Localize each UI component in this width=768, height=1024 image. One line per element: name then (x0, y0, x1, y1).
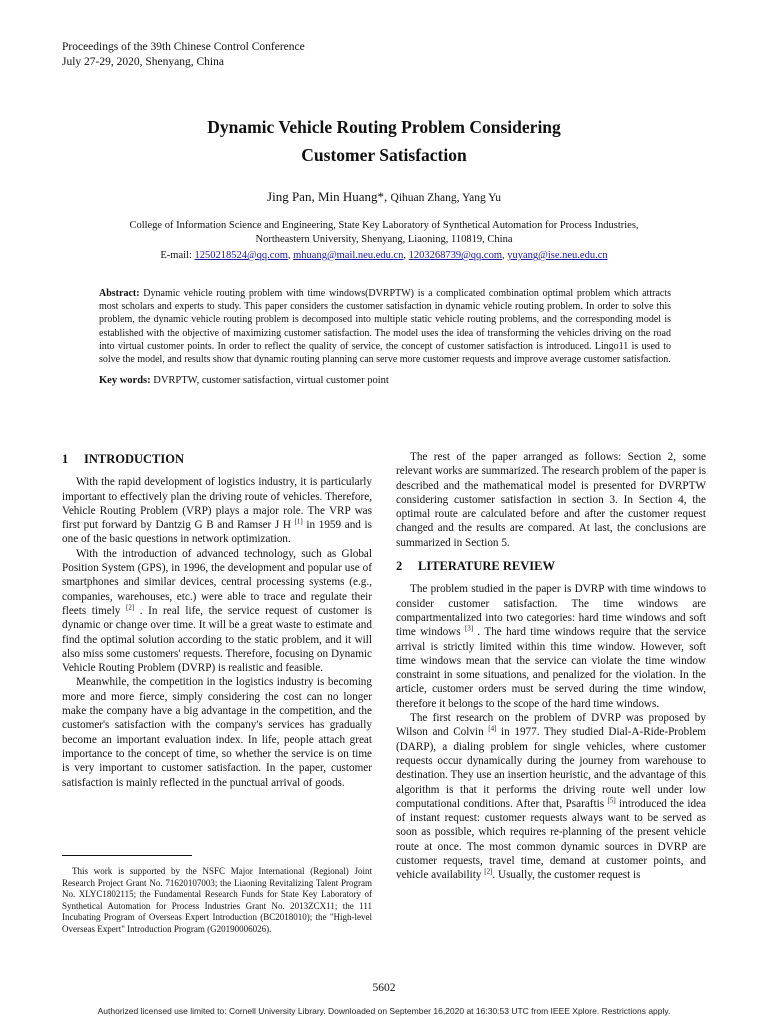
affiliation (80, 219, 688, 247)
section-title: INTRODUCTION (84, 452, 185, 466)
email-link-3[interactable]: 1203268739@qq.com (408, 250, 503, 261)
email-link-2[interactable]: mhuang@mail.neu.edu.cn (293, 250, 404, 261)
email-line: E-mail: 1250218524@qq.com, mhuang@mail.neu.edu.cn, 1203268739@qq.com, yuyang@ise.neu.edu.cn (160, 250, 608, 261)
paragraph-text: . Usually, the customer request is (492, 869, 641, 882)
keywords (99, 375, 671, 386)
authors-secondary: Qihuan Zhang, Yang Yu (390, 192, 501, 204)
conference-name: Proceedings of the 39th Chinese Control Conference (62, 41, 305, 53)
left-column (62, 450, 372, 790)
author-list (0, 189, 768, 205)
intro-paragraph-4: The rest of the paper arranged as follows: Section 2, some relevant works are summarized. The research problem of the paper is described and the mathematical model is presented for DVRPTW considering customer satisfaction in section 3. In Section 4, the optimal route are calculated before and after the customer request changed and the results are compared. At last, the conclusions are summarized in Section 5. (396, 451, 706, 549)
keywords-label: Key words: (99, 375, 151, 386)
section-title: LITERATURE REVIEW (418, 559, 555, 574)
intro-paragraph-3: Meanwhile, the competition in the logistics industry is becoming more and more fierce, simply considering the cost can no longer make the company have a big advantage in the competition, and the customer's satisfaction with the company's services has gradually become an important evaluation index. In life, people attach great importance to the concept of time, so whether the service is on time is very important to customer satisfaction. In the paper, customer satisfaction is mainly reflected in the punctual arrival of goods. (62, 676, 372, 789)
paragraph-text: With the introduction of advanced technology, such as Global Position System (GPS), in 1996, the development and popular use of smartphones and similar devices, central processing systems (e.g., companies, warehouses, etc.) were able to trace and regulate their fleets timely (62, 547, 372, 617)
literature-paragraph-2 (396, 711, 706, 883)
paragraph-text: in 1977. They studied Dial-A-Ride-Problem (DARP), a dialing problem for single vehicles, where customer requests occur dynamically during the journey from warehouse to destination. They use an insertion heuristic, and the advantage of this algorithm is that it performs the driving route well under low computational conditions. After that, Psaraftis (396, 726, 706, 810)
affiliation-line-1: College of Information Science and Engineering, State Key Laboratory of Synthetical Automation for Process Industries, (129, 220, 639, 231)
citation-ref: [5] (607, 796, 616, 805)
affiliation-line-2: Northeastern University, Shenyang, Liaoning, 110819, China (255, 234, 513, 245)
intro-paragraph-2 (62, 547, 372, 676)
footnote-divider (62, 855, 192, 856)
email-link-4[interactable]: yuyang@ise.neu.edu.cn (507, 250, 608, 261)
title-line-1: Dynamic Vehicle Routing Problem Considering (207, 117, 561, 137)
email-link-1[interactable]: 1250218524@qq.com (194, 250, 288, 261)
title-line-2: Customer Satisfaction (301, 145, 467, 165)
paragraph-text: in 1959 and is one of the basic questions in network optimization. (62, 519, 372, 546)
literature-paragraph-1 (396, 582, 706, 711)
paper-title (0, 113, 768, 169)
citation-ref: [2] (484, 867, 493, 876)
abstract-label: Abstract: (99, 288, 140, 299)
conference-date-location: July 27-29, 2020, Shenyang, China (62, 56, 224, 68)
citation-ref: [1] (294, 517, 303, 526)
section-heading-literature-review (396, 559, 706, 573)
paragraph-text: The problem studied in the paper is DVRP with time windows to consider customer satisfaction. The time windows are compartmentalized into two categories: hard time windows and soft time windows (396, 583, 706, 639)
citation-ref: [2] (125, 603, 135, 612)
section-number: 1 (62, 452, 69, 466)
section-heading-introduction (62, 452, 372, 466)
abstract (99, 287, 671, 366)
citation-ref: [3] (464, 624, 474, 633)
conference-header (62, 40, 305, 70)
authors-main: Jing Pan, Min Huang*, (267, 189, 391, 204)
license-notice: Authorized licensed use limited to: Cornell University Library. Downloaded on September 16,2020 at 16:30:53 UTC from IEEE Xplore. Restrictions apply. (97, 1006, 671, 1016)
abstract-text: Dynamic vehicle routing problem with time windows(DVRPTW) is a complicated combination optimal problem which attracts most scholars and experts to study. This paper considers the customer satisfaction in dynamic vehicle routing problem. In order to solve this problem, the dynamic vehicle routing problem is decomposed into multiple static vehicle routing problems, and the corresponding model is established with the objective of maximizing customer satisfaction. The model uses the idea of transforming the vehicles driving on the road into virtual customer points. In order to reflect the quality of service, the concept of customer satisfaction is introduced. Lingo11 is used to solve the model, and results show that dynamic routing planning can serve more customer requests and improve average customer satisfaction. (99, 288, 671, 366)
page-number: 5602 (372, 982, 396, 994)
paragraph-text: With the rapid development of logistics industry, it is particularly important to effectively plan the driving route of vehicles. Therefore, Vehicle Routing Problem (VRP) plays a major role. The VRP was first put forward by Dantzig G B and Ramser J H (62, 476, 372, 532)
intro-paragraph-1 (62, 475, 372, 546)
right-column (396, 450, 706, 883)
email-label: E-mail: (160, 250, 195, 261)
paragraph-text: The first research on the problem of DVRP was proposed by Wilson and Colvin (396, 712, 706, 739)
section-number: 2 (396, 559, 403, 574)
paragraph-text: . In real life, the service request of customer is dynamic or change over time. It will be a great waste to estimate and find the optimal solution according to the static problem, and it will also miss some customers' requests. Therefore, focusing on Dynamic Vehicle Routing Problem (DVRP) is realistic and feasible. (62, 604, 372, 675)
funding-footnote: This work is supported by the NSFC Major International (Regional) Joint Research Project Grant No. 71620107003; the Liaoning Revitalizing Talent Program No. XLYC1802115; the Fundamental Research Funds for State Key Laboratory of Synthetical Automation for Process Industries Grant No. 2013ZCX11; the 111 Incubating Program of Overseas Expert Introduction (BC2018010); the "High-level Overseas Expert" Introduction Program (G20190006026). (62, 866, 372, 934)
paragraph-text: introduced the idea of instant request: customer requests always want to be served as soon as possible, which requires re-planning of the present vehicle route at once. The most common dynamic sources in DVRP are customer requests, travel time, demand at customer points, and vehicle availability (396, 797, 706, 882)
paragraph-text: . The hard time windows require that the service arrival is strictly limited within this time window. However, soft time windows mean that the service can violate the time window constraint in some situations, and penalized for the violation. In the article, customer orders must be served during the time window, therefore it belongs to the scope of the hard time windows. (396, 626, 706, 710)
citation-ref: [4] (488, 724, 497, 733)
keywords-text: DVRPTW, customer satisfaction, virtual customer point (150, 375, 389, 386)
